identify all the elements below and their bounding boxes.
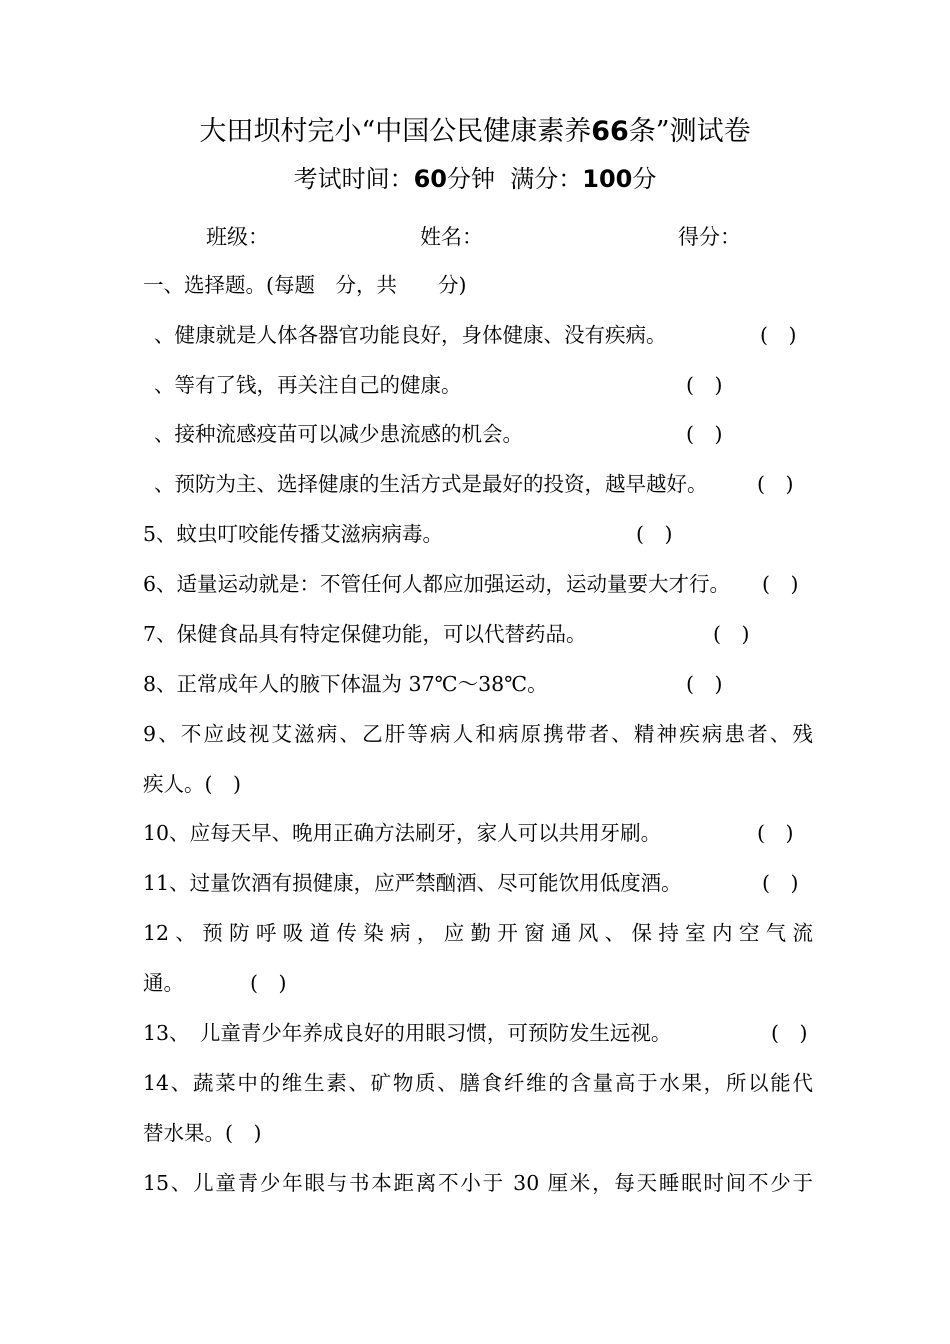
full-score-unit: 分: [632, 165, 657, 193]
answer-blank-13: ( ): [771, 1021, 808, 1045]
title-number: 66: [591, 116, 629, 147]
answer-blank-11: ( ): [762, 871, 799, 895]
question-13: 13、 儿童青少年养成良好的用眼习惯，可预防发生远视。: [143, 1021, 672, 1045]
question-2: 、等有了钱，再关注自己的健康。: [154, 373, 462, 397]
question-12-line-2: 通。: [143, 971, 184, 995]
time-label: 考试时间：: [293, 165, 414, 193]
time-unit: 分钟: [447, 165, 496, 193]
question-14-line-2: 替水果。( ): [143, 1121, 262, 1145]
question-6: 6、适量运动就是：不管任何人都应加强运动，运动量要大才行。: [143, 572, 731, 596]
answer-blank-2: ( ): [686, 373, 723, 397]
title-text-post: 条”测试卷: [628, 116, 751, 147]
title-text-pre: 大田坝村完小“中国公民健康素养: [199, 116, 592, 147]
name-field-label: 姓名：: [420, 225, 483, 249]
answer-blank-12: ( ): [250, 971, 287, 995]
question-14-line-1: 14、蔬菜中的维生素、矿物质、膳食纤维的含量高于水果，所以能代: [143, 1071, 813, 1095]
question-7: 7、保健食品具有特定保健功能，可以代替药品。: [143, 622, 587, 646]
answer-blank-8: ( ): [686, 672, 723, 696]
full-score-value: 100: [582, 165, 633, 193]
answer-blank-3: ( ): [686, 422, 723, 446]
full-score-label: 满分：: [510, 165, 583, 193]
answer-blank-5: ( ): [636, 522, 673, 546]
section-heading: 一、选择题。(每题 分，共 分): [143, 273, 467, 297]
question-11: 11、过量饮酒有损健康，应严禁酗酒、尽可能饮用低度酒。: [143, 871, 682, 895]
answer-blank-6: ( ): [762, 572, 799, 596]
exam-title: [0, 112, 950, 152]
question-4: 、预防为主、选择健康的生活方式是最好的投资，越早越好。: [154, 472, 708, 496]
answer-blank-4: ( ): [757, 472, 794, 496]
exam-subtitle: [0, 160, 950, 198]
question-12-line-1: 12、预防呼吸道传染病，应勤开窗通风、保持室内空气流: [143, 921, 813, 945]
question-15-line-1: 15、儿童青少年眼与书本距离不小于 30 厘米，每天睡眠时间不少于: [143, 1171, 813, 1195]
score-field-label: 得分：: [678, 225, 741, 249]
question-1: 、健康就是人体各器官功能良好，身体健康、没有疾病。: [154, 323, 667, 347]
question-5: 5、蚊虫叮咬能传播艾滋病病毒。: [143, 522, 444, 546]
answer-blank-1: ( ): [760, 323, 797, 347]
answer-blank-10: ( ): [757, 821, 794, 845]
question-3: 、接种流感疫苗可以减少患流感的机会。: [154, 422, 523, 446]
question-9-line-2: 疾人。( ): [143, 772, 241, 796]
time-value: 60: [413, 165, 448, 193]
question-8: 8、正常成年人的腋下体温为 37℃～38℃。: [143, 672, 548, 696]
question-9-line-1: 9、不应歧视艾滋病、乙肝等病人和病原携带者、精神疾病患者、残: [143, 722, 813, 746]
class-field-label: 班级：: [206, 225, 269, 249]
answer-blank-7: ( ): [713, 622, 750, 646]
question-10: 10、应每天早、晚用正确方法刷牙，家人可以共用牙刷。: [143, 821, 662, 845]
